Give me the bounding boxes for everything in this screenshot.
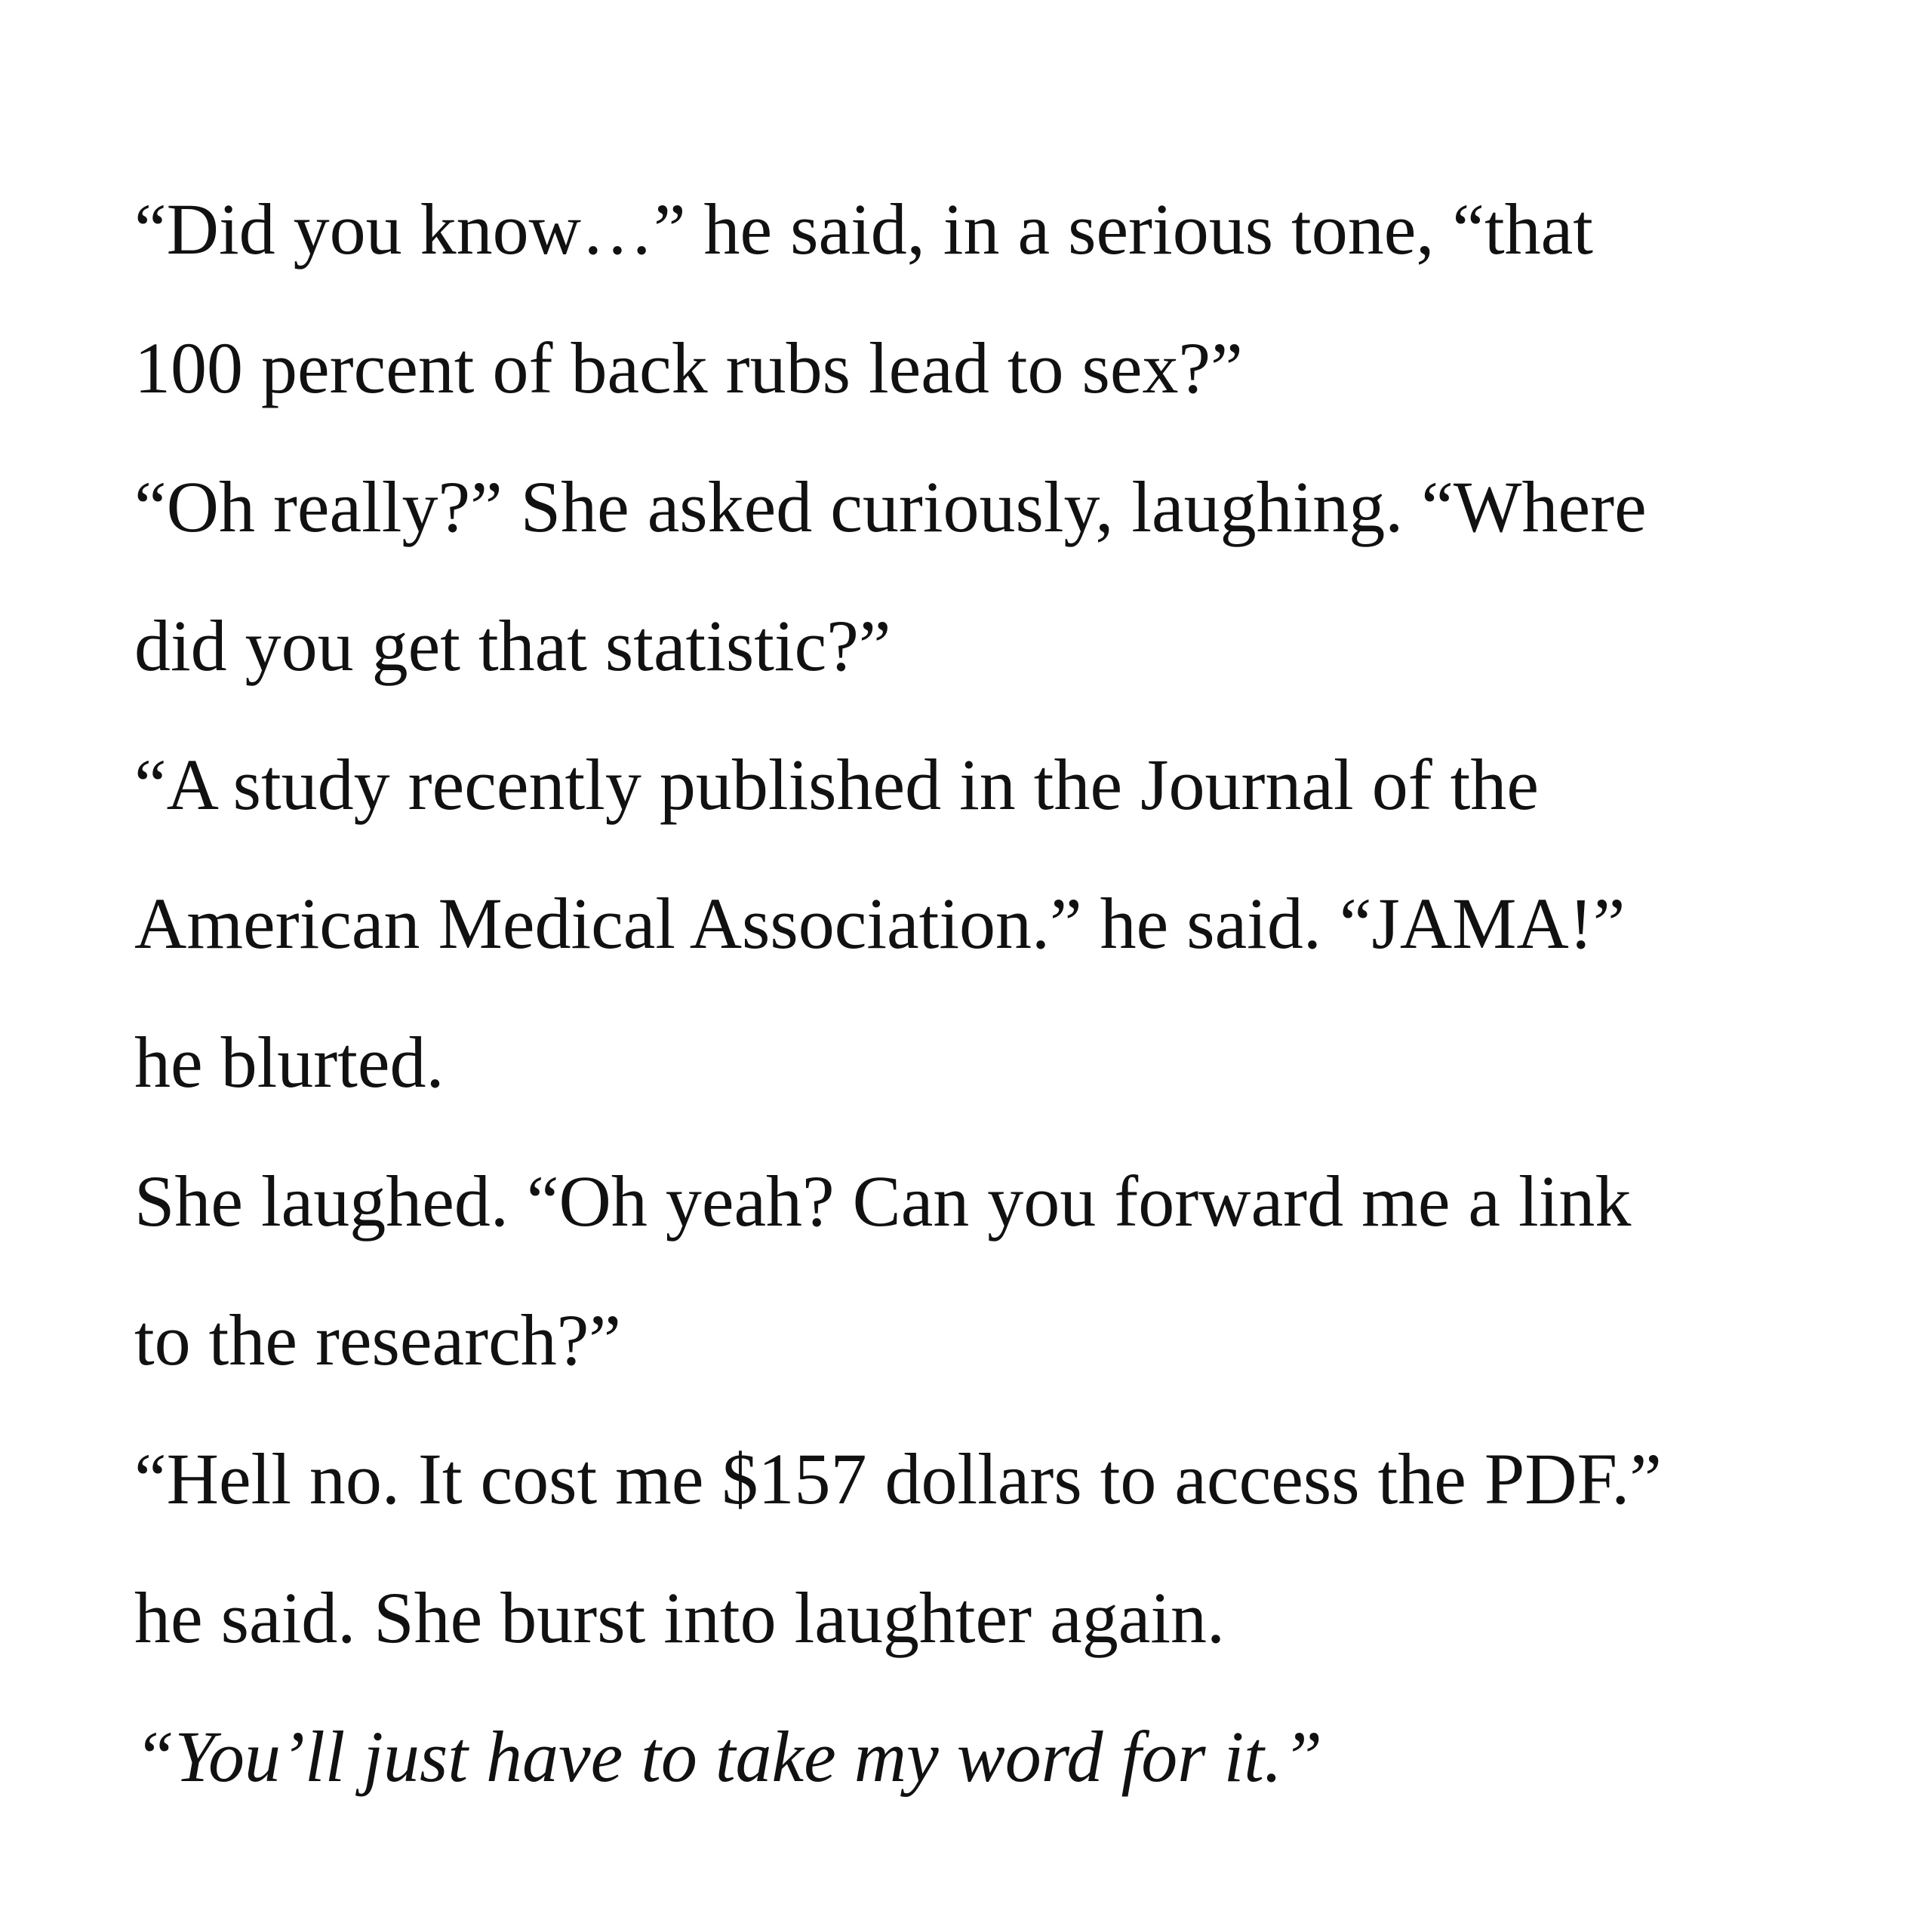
paragraph-oh-really [134,438,1840,715]
text-line: “A study recently published in the Journal of the [134,744,1539,825]
document-page [134,160,1840,1826]
text-line: “Hell no. It cost me $157 dollars to access the PDF.” [134,1438,1662,1519]
paragraph-she-laughed [134,1132,1840,1410]
text-line: “Oh really?” She asked curiously, laughing. “Where [134,466,1647,547]
text-line: 100 percent of back rubs lead to sex?” [134,328,1243,408]
text-line: American Medical Association.” he said. “JAMA!” [134,883,1626,964]
paragraph-study [134,715,1840,1132]
paragraph-hell-no [134,1410,1840,1687]
text-line: he blurted. [134,1022,445,1103]
paragraph-did-you-know [134,160,1840,438]
paragraph-take-my-word [134,1687,1840,1826]
text-line: She laughed. “Oh yeah? Can you forward me a link [134,1161,1632,1241]
italic-text-line: “You’ll just have to take my word for it.” [134,1716,1323,1797]
text-line: he said. She burst into laughter again. [134,1577,1226,1658]
text-line: did you get that statistic?” [134,605,891,686]
text-line: to the research?” [134,1300,621,1380]
text-line: “Did you know…” he said, in a serious tone, “that [134,189,1593,269]
